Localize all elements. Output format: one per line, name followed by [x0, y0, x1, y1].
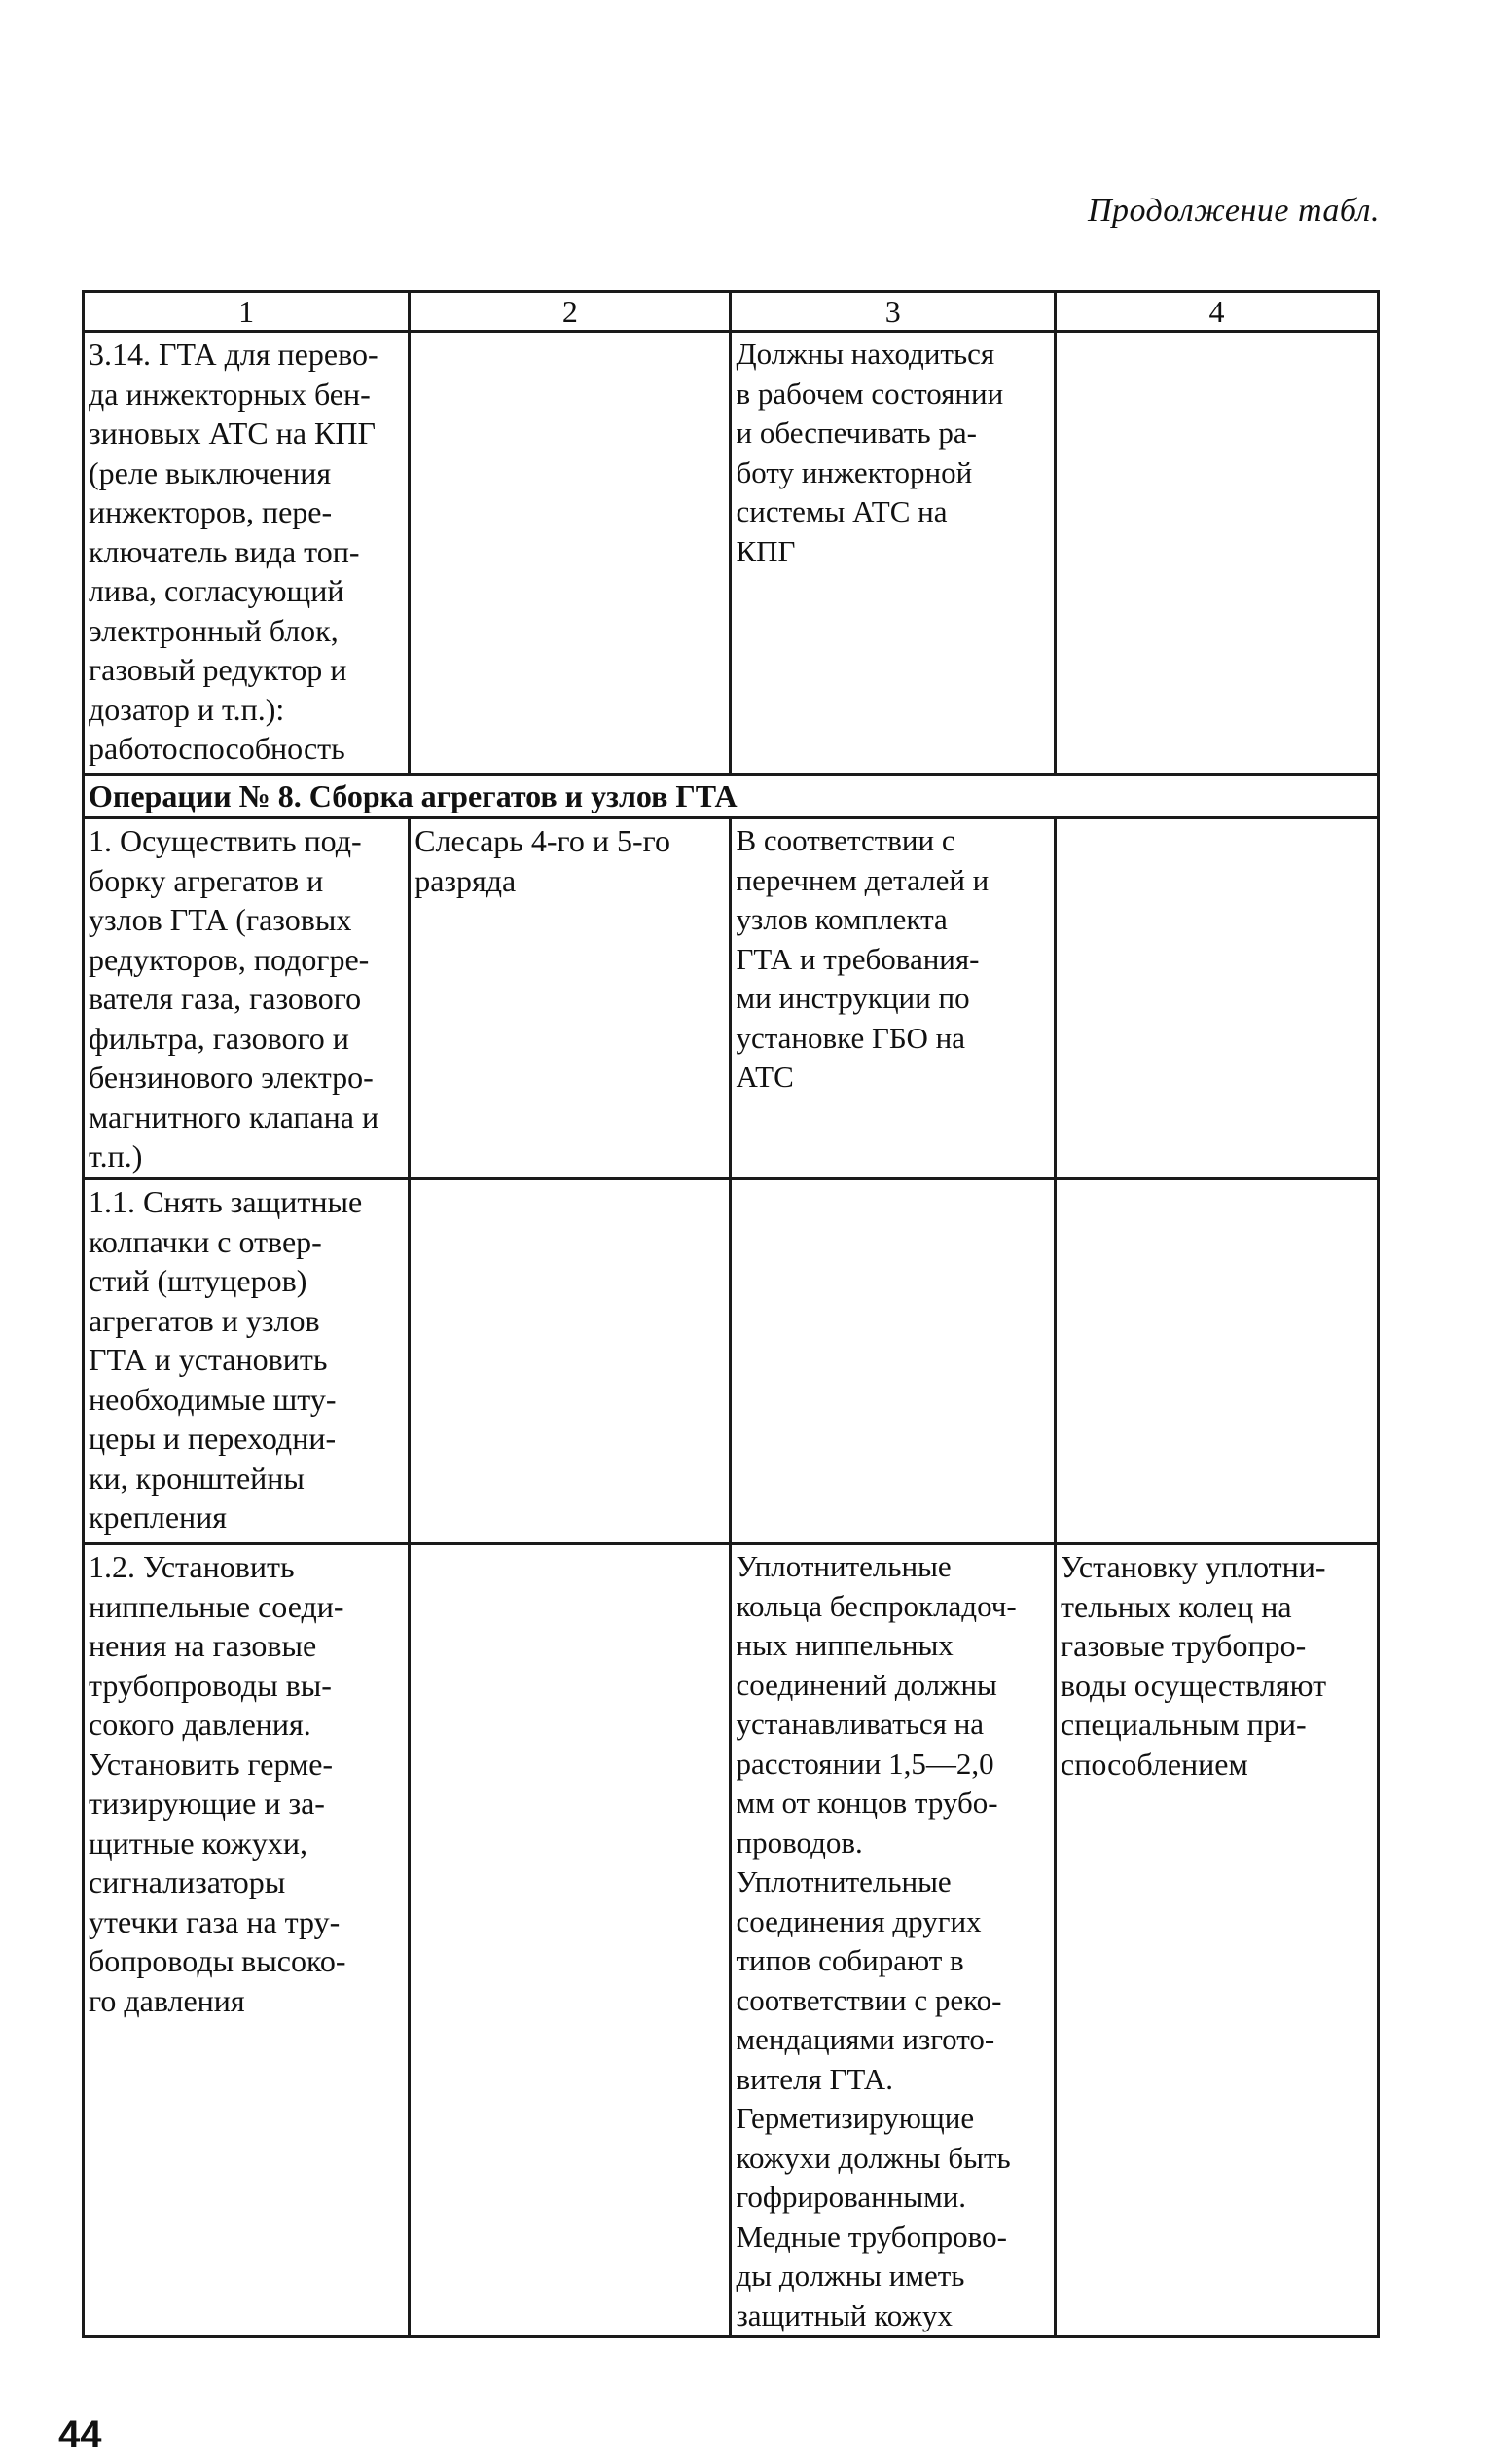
table-header-row	[84, 292, 1379, 332]
row-1-1-requirements	[731, 1179, 1056, 1544]
row-1-1-notes	[1056, 1179, 1379, 1544]
row-1-requirements: В соответствии с перечнем деталей и узлов комплекта ГТА и требования- ми инструкции по установке ГБО на АТС	[731, 818, 1056, 1179]
table-row	[84, 332, 1379, 775]
row-314-performer	[410, 332, 731, 775]
row-1-notes	[1056, 818, 1379, 1179]
column-header-1: 1	[84, 292, 410, 332]
table-continuation-caption: Продолжение табл.	[1087, 193, 1380, 229]
row-1-operation: 1. Осуществить под- борку агрегатов и узлов ГТА (газовых редукторов, подогре- вателя газа, газового фильтра, газового и бензинового электро- магнитного клапана и т.п.)	[84, 818, 410, 1179]
operations-table	[82, 290, 1380, 2338]
row-1-2-notes: Установку уплотни- тельных колец на газовые трубопро- воды осуществляют специальным при- способлением	[1056, 1544, 1379, 2337]
section-header-row	[84, 775, 1379, 818]
column-header-2: 2	[410, 292, 731, 332]
operation-8-title: Операции № 8. Сборка агрегатов и узлов ГТА	[84, 775, 1379, 818]
row-314-operation: 3.14. ГТА для перево- да инжекторных бен- зиновых АТС на КПГ (реле выключения инжекторов, пере- ключатель вида топ- лива, согласующий электронный блок, газовый редуктор и дозатор и т.п.): работоспособность	[84, 332, 410, 775]
page-number: 44	[58, 2413, 102, 2456]
row-1-2-operation: 1.2. Установить ниппельные соеди- нения на газовые трубопроводы вы- сокого давления. Установить герме- тизирующие и за- щитные кожухи, сигнализаторы утечки газа на тру- бопроводы высоко- го давления	[84, 1544, 410, 2337]
table-row	[84, 1544, 1379, 2337]
row-314-notes	[1056, 332, 1379, 775]
row-1-performer: Слесарь 4-го и 5-го разряда	[410, 818, 731, 1179]
column-header-3: 3	[731, 292, 1056, 332]
row-314-requirements: Должны находиться в рабочем состоянии и обеспечивать ра- боту инжекторной системы АТС на КПГ	[731, 332, 1056, 775]
row-1-2-requirements: Уплотнительные кольца беспрокладоч- ных ниппельных соединений должны устанавливаться на расстоянии 1,5—2,0 мм от концов трубо- проводов. Уплотнительные соединения других типов собирают в соответствии с реко- мендациями изгото- вителя ГТА. Герметизирующие кожухи должны быть гофрированными. Медные трубопрово- ды должны иметь защитный кожух	[731, 1544, 1056, 2337]
row-1-1-operation: 1.1. Снять защитные колпачки с отвер- стий (штуцеров) агрегатов и узлов ГТА и установить необходимые шту- церы и переходни- ки, кронштейны крепления	[84, 1179, 410, 1544]
row-1-2-performer	[410, 1544, 731, 2337]
table-row	[84, 818, 1379, 1179]
table-row	[84, 1179, 1379, 1544]
column-header-4: 4	[1056, 292, 1379, 332]
row-1-1-performer	[410, 1179, 731, 1544]
